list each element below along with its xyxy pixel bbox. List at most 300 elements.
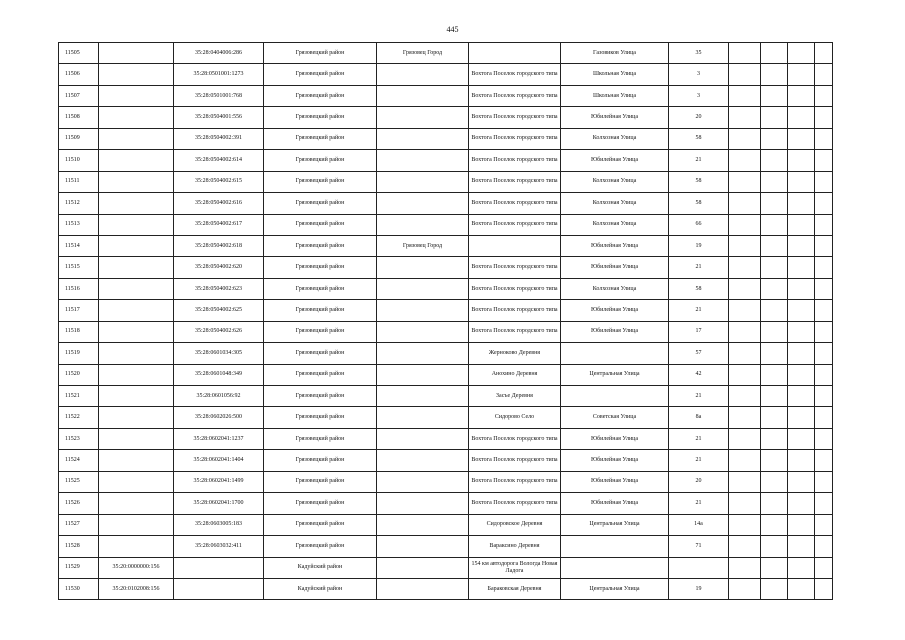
record-number-cell: 11511 — [59, 171, 99, 192]
city-cell — [377, 493, 469, 514]
street-cell: Колхозная Улица — [561, 193, 669, 214]
empty-cell — [815, 493, 833, 514]
table-row — [59, 493, 833, 514]
city-cell — [377, 214, 469, 235]
district-cell: Грязовецкий район — [264, 214, 377, 235]
empty-cell — [815, 278, 833, 299]
empty-cell — [815, 64, 833, 85]
empty-cell — [729, 300, 761, 321]
cadastral-code-cell — [99, 128, 174, 149]
house-number-cell: 21 — [669, 428, 729, 449]
empty-cell — [729, 278, 761, 299]
table-row — [59, 257, 833, 278]
table-row — [59, 128, 833, 149]
city-cell — [377, 278, 469, 299]
city-cell — [377, 343, 469, 364]
settlement-cell: Вохтога Поселок городского типа — [469, 64, 561, 85]
table-row — [59, 150, 833, 171]
cadastral-number-cell — [174, 578, 264, 599]
cadastral-code-cell — [99, 85, 174, 106]
table-row — [59, 43, 833, 64]
record-number-cell: 11510 — [59, 150, 99, 171]
empty-cell — [761, 150, 788, 171]
record-number-cell: 11525 — [59, 471, 99, 492]
settlement-cell: 154 км автодорога Вологда Новая Ладога — [469, 557, 561, 578]
record-number-cell: 11505 — [59, 43, 99, 64]
district-cell: Грязовецкий район — [264, 128, 377, 149]
record-number-cell: 11522 — [59, 407, 99, 428]
house-number-cell: 71 — [669, 536, 729, 557]
empty-cell — [729, 128, 761, 149]
city-cell — [377, 364, 469, 385]
city-cell — [377, 128, 469, 149]
cadastral-number-cell: 35:28:0504002:614 — [174, 150, 264, 171]
cadastral-code-cell — [99, 386, 174, 407]
city-cell — [377, 428, 469, 449]
settlement-cell: Вохтога Поселок городского типа — [469, 128, 561, 149]
cadastral-number-cell: 35:28:0504002:616 — [174, 193, 264, 214]
empty-cell — [788, 257, 815, 278]
empty-cell — [815, 171, 833, 192]
district-cell: Грязовецкий район — [264, 171, 377, 192]
street-cell: Юбилейная Улица — [561, 300, 669, 321]
table-row — [59, 214, 833, 235]
table-row — [59, 450, 833, 471]
city-cell: Грязовец Город — [377, 235, 469, 256]
house-number-cell: 66 — [669, 214, 729, 235]
empty-cell — [815, 407, 833, 428]
street-cell: Юбилейная Улица — [561, 428, 669, 449]
record-number-cell: 11507 — [59, 85, 99, 106]
cadastral-code-cell — [99, 278, 174, 299]
settlement-cell: Вохтога Поселок городского типа — [469, 107, 561, 128]
empty-cell — [761, 43, 788, 64]
district-cell: Грязовецкий район — [264, 321, 377, 342]
settlement-cell: Вохтога Поселок городского типа — [469, 257, 561, 278]
table-row — [59, 321, 833, 342]
empty-cell — [729, 428, 761, 449]
city-cell: Грязовец Город — [377, 43, 469, 64]
settlement-cell: Вараксино Деревня — [469, 536, 561, 557]
house-number-cell: 20 — [669, 107, 729, 128]
street-cell: Колхозная Улица — [561, 214, 669, 235]
empty-cell — [729, 471, 761, 492]
table-row — [59, 364, 833, 385]
house-number-cell — [669, 557, 729, 578]
empty-cell — [788, 471, 815, 492]
street-cell: Центральная Улица — [561, 578, 669, 599]
record-number-cell: 11527 — [59, 514, 99, 535]
settlement-cell: Жерноково Деревня — [469, 343, 561, 364]
cadastral-number-cell: 35:28:0504002:617 — [174, 214, 264, 235]
empty-cell — [815, 85, 833, 106]
empty-cell — [761, 300, 788, 321]
settlement-cell: Вохтога Поселок городского типа — [469, 493, 561, 514]
record-number-cell: 11526 — [59, 493, 99, 514]
empty-cell — [729, 386, 761, 407]
cadastral-code-cell: 35:20:0102008:156 — [99, 578, 174, 599]
record-number-cell: 11517 — [59, 300, 99, 321]
empty-cell — [729, 407, 761, 428]
record-number-cell: 11528 — [59, 536, 99, 557]
settlement-cell: Вохтога Поселок городского типа — [469, 214, 561, 235]
house-number-cell: 58 — [669, 193, 729, 214]
record-number-cell: 11506 — [59, 64, 99, 85]
empty-cell — [729, 493, 761, 514]
empty-cell — [761, 235, 788, 256]
record-number-cell: 11513 — [59, 214, 99, 235]
empty-cell — [788, 386, 815, 407]
district-cell: Грязовецкий район — [264, 257, 377, 278]
cadastral-number-cell: 35:28:0603032:411 — [174, 536, 264, 557]
cadastral-code-cell — [99, 471, 174, 492]
street-cell: Юбилейная Улица — [561, 107, 669, 128]
street-cell: Юбилейная Улица — [561, 493, 669, 514]
table-row — [59, 171, 833, 192]
empty-cell — [815, 128, 833, 149]
table-row — [59, 300, 833, 321]
house-number-cell: 21 — [669, 150, 729, 171]
record-number-cell: 11518 — [59, 321, 99, 342]
cadastral-code-cell — [99, 321, 174, 342]
city-cell — [377, 171, 469, 192]
empty-cell — [815, 514, 833, 535]
city-cell — [377, 386, 469, 407]
city-cell — [377, 193, 469, 214]
city-cell — [377, 450, 469, 471]
record-number-cell: 11516 — [59, 278, 99, 299]
street-cell: Советская Улица — [561, 407, 669, 428]
cadastral-number-cell: 35:28:0504002:615 — [174, 171, 264, 192]
record-number-cell: 11515 — [59, 257, 99, 278]
house-number-cell: 8а — [669, 407, 729, 428]
table-row — [59, 536, 833, 557]
empty-cell — [815, 536, 833, 557]
settlement-cell — [469, 235, 561, 256]
cadastral-code-cell — [99, 107, 174, 128]
empty-cell — [761, 428, 788, 449]
cadastral-number-cell: 35:28:0601056:92 — [174, 386, 264, 407]
district-cell: Грязовецкий район — [264, 235, 377, 256]
record-number-cell: 11512 — [59, 193, 99, 214]
empty-cell — [815, 214, 833, 235]
cadastral-number-cell: 35:28:0602041:1237 — [174, 428, 264, 449]
street-cell: Школьная Улица — [561, 85, 669, 106]
table-row — [59, 235, 833, 256]
district-cell: Грязовецкий район — [264, 150, 377, 171]
empty-cell — [761, 171, 788, 192]
empty-cell — [729, 214, 761, 235]
table-row — [59, 428, 833, 449]
empty-cell — [788, 43, 815, 64]
settlement-cell: Вохтога Поселок городского типа — [469, 450, 561, 471]
cadastral-number-cell: 35:28:0504002:391 — [174, 128, 264, 149]
empty-cell — [815, 450, 833, 471]
cadastral-code-cell — [99, 493, 174, 514]
district-cell: Грязовецкий район — [264, 536, 377, 557]
street-cell — [561, 386, 669, 407]
cadastral-number-cell — [174, 557, 264, 578]
empty-cell — [788, 428, 815, 449]
settlement-cell: Сидоровское Деревня — [469, 514, 561, 535]
district-cell: Грязовецкий район — [264, 514, 377, 535]
district-cell: Грязовецкий район — [264, 407, 377, 428]
city-cell — [377, 514, 469, 535]
cadastral-number-cell: 35:28:0603005:183 — [174, 514, 264, 535]
house-number-cell: 21 — [669, 386, 729, 407]
settlement-cell: Вохтога Поселок городского типа — [469, 150, 561, 171]
house-number-cell: 19 — [669, 235, 729, 256]
cadastral-code-cell — [99, 43, 174, 64]
cadastral-number-cell: 35:28:0601048:349 — [174, 364, 264, 385]
empty-cell — [761, 214, 788, 235]
settlement-cell: Вохтога Поселок городского типа — [469, 85, 561, 106]
settlement-cell: Вохтога Поселок городского типа — [469, 278, 561, 299]
table-row — [59, 278, 833, 299]
settlement-cell: Вохтога Поселок городского типа — [469, 171, 561, 192]
empty-cell — [729, 364, 761, 385]
city-cell — [377, 300, 469, 321]
city-cell — [377, 407, 469, 428]
district-cell: Грязовецкий район — [264, 193, 377, 214]
empty-cell — [815, 471, 833, 492]
empty-cell — [815, 150, 833, 171]
empty-cell — [815, 557, 833, 578]
empty-cell — [729, 235, 761, 256]
street-cell: Юбилейная Улица — [561, 235, 669, 256]
record-number-cell: 11519 — [59, 343, 99, 364]
settlement-cell: Вохтога Поселок городского типа — [469, 428, 561, 449]
empty-cell — [729, 257, 761, 278]
district-cell: Грязовецкий район — [264, 364, 377, 385]
house-number-cell: 35 — [669, 43, 729, 64]
cadastral-code-cell — [99, 235, 174, 256]
cadastral-number-cell: 35:28:0504002:618 — [174, 235, 264, 256]
cadastral-code-cell — [99, 257, 174, 278]
street-cell: Юбилейная Улица — [561, 471, 669, 492]
street-cell: Колхозная Улица — [561, 128, 669, 149]
city-cell — [377, 64, 469, 85]
record-number-cell: 11524 — [59, 450, 99, 471]
cadastral-number-cell: 35:28:0504002:626 — [174, 321, 264, 342]
district-cell: Грязовецкий район — [264, 386, 377, 407]
page-number: 445 — [446, 25, 459, 34]
empty-cell — [729, 43, 761, 64]
empty-cell — [761, 557, 788, 578]
empty-cell — [788, 171, 815, 192]
house-number-cell: 3 — [669, 64, 729, 85]
empty-cell — [729, 150, 761, 171]
city-cell — [377, 536, 469, 557]
street-cell: Юбилейная Улица — [561, 321, 669, 342]
street-cell: Колхозная Улица — [561, 278, 669, 299]
house-number-cell: 58 — [669, 171, 729, 192]
district-cell: Грязовецкий район — [264, 493, 377, 514]
cadastral-code-cell — [99, 214, 174, 235]
empty-cell — [761, 278, 788, 299]
empty-cell — [729, 343, 761, 364]
cadastral-code-cell — [99, 428, 174, 449]
cadastral-number-cell: 35:28:0601034:305 — [174, 343, 264, 364]
empty-cell — [815, 193, 833, 214]
table-row — [59, 514, 833, 535]
empty-cell — [729, 64, 761, 85]
empty-cell — [788, 235, 815, 256]
empty-cell — [761, 128, 788, 149]
record-number-cell: 11529 — [59, 557, 99, 578]
street-cell — [561, 557, 669, 578]
table-row — [59, 193, 833, 214]
district-cell: Грязовецкий район — [264, 85, 377, 106]
record-number-cell: 11509 — [59, 128, 99, 149]
street-cell: Школьная Улица — [561, 64, 669, 85]
cadastral-code-cell — [99, 364, 174, 385]
settlement-cell: Анохино Деревня — [469, 364, 561, 385]
cadastral-number-cell: 35:28:0602041:1404 — [174, 450, 264, 471]
table-row — [59, 343, 833, 364]
empty-cell — [761, 407, 788, 428]
empty-cell — [761, 471, 788, 492]
city-cell — [377, 578, 469, 599]
empty-cell — [788, 364, 815, 385]
cadastral-number-cell: 35:28:0602041:1700 — [174, 493, 264, 514]
district-cell: Кадуйский район — [264, 578, 377, 599]
settlement-cell: Вохтога Поселок городского типа — [469, 300, 561, 321]
empty-cell — [761, 107, 788, 128]
district-cell: Грязовецкий район — [264, 428, 377, 449]
cadastral-code-cell — [99, 536, 174, 557]
cadastral-number-cell: 35:28:0501001:768 — [174, 85, 264, 106]
city-cell — [377, 471, 469, 492]
empty-cell — [729, 85, 761, 106]
settlement-cell: Вохтога Поселок городского типа — [469, 193, 561, 214]
empty-cell — [761, 450, 788, 471]
empty-cell — [788, 64, 815, 85]
street-cell: Центральная Улица — [561, 364, 669, 385]
empty-cell — [815, 300, 833, 321]
district-cell: Кадуйский район — [264, 557, 377, 578]
empty-cell — [761, 193, 788, 214]
empty-cell — [788, 278, 815, 299]
empty-cell — [788, 193, 815, 214]
cadastral-number-cell: 35:28:0602041:1499 — [174, 471, 264, 492]
city-cell — [377, 257, 469, 278]
empty-cell — [729, 578, 761, 599]
empty-cell — [729, 536, 761, 557]
empty-cell — [815, 386, 833, 407]
empty-cell — [815, 343, 833, 364]
empty-cell — [788, 514, 815, 535]
district-cell: Грязовецкий район — [264, 300, 377, 321]
empty-cell — [761, 85, 788, 106]
cadastral-code-cell — [99, 193, 174, 214]
house-number-cell: 57 — [669, 343, 729, 364]
registry-table — [58, 42, 833, 600]
street-cell — [561, 343, 669, 364]
empty-cell — [788, 85, 815, 106]
cadastral-number-cell: 35:28:0504002:620 — [174, 257, 264, 278]
empty-cell — [815, 321, 833, 342]
empty-cell — [788, 321, 815, 342]
cadastral-number-cell: 35:28:0504001:556 — [174, 107, 264, 128]
record-number-cell: 11508 — [59, 107, 99, 128]
cadastral-number-cell: 35:28:0602026:500 — [174, 407, 264, 428]
house-number-cell: 17 — [669, 321, 729, 342]
empty-cell — [815, 107, 833, 128]
city-cell — [377, 557, 469, 578]
empty-cell — [815, 428, 833, 449]
empty-cell — [788, 128, 815, 149]
record-number-cell: 11514 — [59, 235, 99, 256]
cadastral-code-cell — [99, 407, 174, 428]
empty-cell — [815, 578, 833, 599]
empty-cell — [729, 557, 761, 578]
empty-cell — [788, 107, 815, 128]
cadastral-code-cell — [99, 64, 174, 85]
district-cell: Грязовецкий район — [264, 107, 377, 128]
empty-cell — [788, 407, 815, 428]
street-cell: Юбилейная Улица — [561, 150, 669, 171]
settlement-cell: Вохтога Поселок городского типа — [469, 471, 561, 492]
cadastral-number-cell: 35:28:0501001:1273 — [174, 64, 264, 85]
empty-cell — [761, 493, 788, 514]
cadastral-number-cell: 35:28:0504002:623 — [174, 278, 264, 299]
empty-cell — [788, 343, 815, 364]
empty-cell — [761, 578, 788, 599]
cadastral-number-cell: 35:28:0404006:286 — [174, 43, 264, 64]
house-number-cell: 14а — [669, 514, 729, 535]
settlement-cell — [469, 43, 561, 64]
empty-cell — [761, 536, 788, 557]
street-cell: Юбилейная Улица — [561, 450, 669, 471]
empty-cell — [815, 235, 833, 256]
record-number-cell: 11523 — [59, 428, 99, 449]
registry-body — [59, 43, 833, 600]
empty-cell — [788, 150, 815, 171]
city-cell — [377, 321, 469, 342]
table-row — [59, 557, 833, 578]
house-number-cell: 20 — [669, 471, 729, 492]
empty-cell — [788, 300, 815, 321]
empty-cell — [788, 578, 815, 599]
district-cell: Грязовецкий район — [264, 278, 377, 299]
table-row — [59, 407, 833, 428]
table-row — [59, 578, 833, 599]
cadastral-number-cell: 35:28:0504002:625 — [174, 300, 264, 321]
house-number-cell: 58 — [669, 128, 729, 149]
street-cell: Юбилейная Улица — [561, 257, 669, 278]
cadastral-code-cell: 35:20:0000000:156 — [99, 557, 174, 578]
empty-cell — [788, 557, 815, 578]
settlement-cell: Вохтога Поселок городского типа — [469, 321, 561, 342]
city-cell — [377, 85, 469, 106]
empty-cell — [761, 321, 788, 342]
empty-cell — [729, 107, 761, 128]
empty-cell — [815, 364, 833, 385]
table-row — [59, 471, 833, 492]
district-cell: Грязовецкий район — [264, 343, 377, 364]
street-cell — [561, 536, 669, 557]
table-row — [59, 107, 833, 128]
district-cell: Грязовецкий район — [264, 450, 377, 471]
empty-cell — [788, 214, 815, 235]
house-number-cell: 21 — [669, 450, 729, 471]
district-cell: Грязовецкий район — [264, 64, 377, 85]
empty-cell — [761, 343, 788, 364]
empty-cell — [815, 257, 833, 278]
cadastral-code-cell — [99, 450, 174, 471]
empty-cell — [729, 171, 761, 192]
